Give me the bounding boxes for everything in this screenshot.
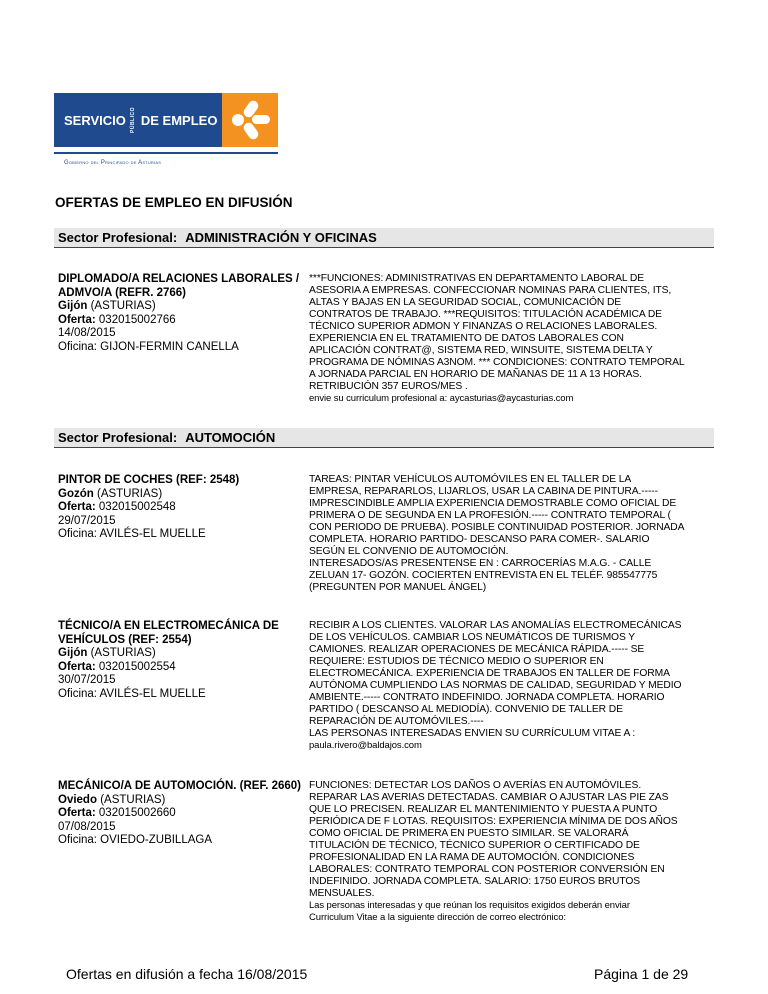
job-title: TÉCNICO/A EN ELECTROMECÁNICA DE VEHÍCULOS (REF: 2554) [58,620,279,646]
logo-subtitle: Gobierno del Principado de Asturias [64,160,162,166]
job-description-text: FUNCIONES: DETECTAR LOS DAÑOS O AVERÍAS EN AUTOMÓVILES. REPARAR LAS AVERIAS DETECTADAS. CAMBIAR O AJUSTAR LAS PIE ZAS QUE LO PRECISEN. REALIZAR EL MANTENIMIENTO Y PUESTA A PUNTO PERIÓDICA DE F LOTAS. REQUISITOS: EXPERIENCIA MÍNIMA DE DOS AÑOS COMO OFICIAL DE PRIMERA EN PUESTO SIMILAR. SE VALORARÁ TITULACIÓN DE TÉCNICO, TÉCNICO SUPERIOR O CERTIFICADO DE PROFESIONALIDAD EN LA RAMA DE AUTOMOCIÓN. CONDICIONES LABORALES: CONTRATO TEMPORAL CON POSTERIOR CONVERSIÓN EN INDEFINIDO. JORNADA COMPLETA. SALARIO: 1750 EUROS BRUTOS MENSUALES. [309,780,678,899]
job-region: (ASTURIAS) [90,300,156,312]
job-contact: envie su curriculum profesional a: aycasturias@aycasturias.com [309,393,574,404]
job-office: Oficina: AVILÉS-EL MUELLE [58,687,206,700]
logo-wordmark [54,107,217,133]
job-contact: paula.rivero@baldajos.com [309,740,422,751]
job-description [309,474,713,594]
job-office: Oficina: AVILÉS-EL MUELLE [58,528,206,540]
offer-value: 032015002766 [98,313,176,326]
job-summary [58,474,302,542]
job-title: DIPLOMADO/A RELACIONES LABORALES / ADMVO/A (REFR. 2766) [58,273,300,299]
job-office: Oficina: GIJON-FERMIN CANELLA [58,340,239,353]
offer-label: Oferta: [58,660,96,673]
job-region: (ASTURIAS) [100,793,166,806]
job-offer-number [58,314,302,328]
job-date: 30/07/2015 [58,674,116,686]
offer-label: Oferta: [58,501,96,513]
job-title: PINTOR DE COCHES (REF: 2548) [58,474,240,486]
job-description [309,620,713,752]
logo-vertical: PÚBLICO [129,107,136,133]
job-location [58,794,302,808]
job-city: Gijón [58,647,88,659]
offer-value: 032015002554 [98,660,176,673]
job-offer-number [58,807,302,821]
job-region: (ASTURIAS) [90,647,156,659]
job-offer-number [58,661,302,675]
sector-label: Sector Profesional: [58,230,178,245]
job-description [309,780,713,924]
footer-page-number: Página 1 de 29 [594,966,689,982]
job-summary [58,273,302,354]
job-description-text: ***FUNCIONES: ADMINISTRATIVAS EN DEPARTAMENTO LABORAL DE ASESORIA A EMPRESAS. CONFECCIONAR NOMINAS PARA CLIENTES, ITS, ALTAS Y BAJAS EN LA SEGURIDAD SOCIAL, COMUNICACIÓN DE CONTRATOS DE TRABAJO. ***REQUISITOS: TITULACIÓN ACADÉMICA DE TÉCNICO SUPERIOR ADMON Y FINANZAS O RELACIONES LABORALES. EXPERIENCIA EN EL TRATAMIENTO DE DATOS LABORALES CON APLICACIÓN CONTRAT@, SISTEMA RED, WINSUITE, SISTEMA DELTA Y PROGRAMA DE NÓMINAS A3NOM. *** CONDICIONES: CONTRATO TEMPORAL A JORNADA PARCIAL EN HORARIO DE MAÑANAS DE 11 A 13 HORAS. RETRIBUCIÓN 357 EUROS/MES . [309,273,685,392]
offer-value: 032015002660 [98,807,176,819]
logo-line2: DE EMPLEO [140,112,218,128]
footer-date: Ofertas en difusión a fecha 16/08/2015 [66,966,308,982]
job-date: 07/08/2015 [58,820,116,833]
logo-mark-icon [222,93,278,147]
job-city: Gozón [58,487,94,500]
job-city: Oviedo [58,793,97,806]
job-city: Gijón [58,300,88,312]
logo-line1: SERVICIO [64,112,126,128]
job-location [58,488,302,502]
job-contact: Las personas interesadas y que reúnan los requisitos exigidos deberán enviar Curriculum Vitae a la siguiente dirección de correo electrónico: [309,900,630,923]
job-region: (ASTURIAS) [96,487,163,500]
sector-name: AUTOMOCIÓN [185,430,276,445]
logo-rule [54,152,278,154]
job-description-text: RECIBIR A LOS CLIENTES. VALORAR LAS ANOMALÍAS ELECTROMECÁNICAS DE LOS VEHÍCULOS. CAMBIAR LOS NEUMÁTICOS DE TURISMOS Y CAMIONES. REALIZAR OPERACIONES DE MECÁNICA RÁPIDA.----- SE REQUIERE: ESTUDIOS DE TÉCNICO MEDIO O SUPERIOR EN ELECTROMECÁNICA. EXPERIENCIA DE TRABAJOS EN TALLER DE FORMA AUTÓNOMA CUMPLIENDO LAS NORMAS DE CALIDAD, SEGURIDAD Y MEDIO AMBIENTE.----- CONTRATO INDEFINIDO. JORNADA COMPLETA. HORARIO PARTIDO ( DESCANSO AL MEDIODÍA). CONVENIO DE TALLER DE REPARACIÓN DE AUTOMÓVILES.---- LAS PERSONAS INTERESADAS ENVIEN SU CURRÍCULUM VITAE A : [309,620,682,739]
offer-value: 032015002548 [98,501,176,513]
sector-name: ADMINISTRACIÓN Y OFICINAS [185,230,377,245]
offer-label: Oferta: [58,807,96,819]
job-description [309,273,713,405]
sector-header [54,228,714,248]
sector-label: Sector Profesional: [58,430,178,445]
job-location [58,300,302,314]
job-location [58,647,302,661]
job-summary [58,780,302,848]
servicio-empleo-logo [54,93,278,147]
offer-label: Oferta: [58,313,96,326]
job-date: 29/07/2015 [58,514,116,527]
job-title: MECÁNICO/A DE AUTOMOCIÓN. (REF. 2660) [58,780,302,792]
job-office: Oficina: OVIEDO-ZUBILLAGA [58,834,213,846]
job-offer-number [58,501,302,515]
document-title: OFERTAS DE EMPLEO EN DIFUSIÓN [55,195,293,210]
sector-header [54,428,714,448]
job-description-text: TAREAS: PINTAR VEHÍCULOS AUTOMÓVILES EN EL TALLER DE LA EMPRESA, REPARARLOS, LIJARLOS, USAR LA CABINA DE PINTURA.----- IMPRESCINDIBLE AMPLIA EXPERIENCIA DEMOSTRABLE COMO OFICIAL DE PRIMERA O DE SEGUNDA EN LA PROFESIÓN.----- CONTRATO TEMPORAL ( CON PERIODO DE PRUEBA). POSIBLE CONTINUIDAD POSTERIOR. JORNADA COMPLETA. HORARIO PARTIDO- DESCANSO PARA COMER-. SALARIO SEGÚN EL CONVENIO DE AUTOMOCIÓN. INTERESADOS/AS PRESENTENSE EN : CARROCERÍAS M.A.G. - CALLE ZELUAN 17- GOZÓN. COCIERTEN ENTREVISTA EN EL TELÉF. 985547775 (PREGUNTEN POR MANUEL ÁNGEL) [309,474,685,593]
job-summary [58,620,302,701]
job-date: 14/08/2015 [58,327,116,339]
